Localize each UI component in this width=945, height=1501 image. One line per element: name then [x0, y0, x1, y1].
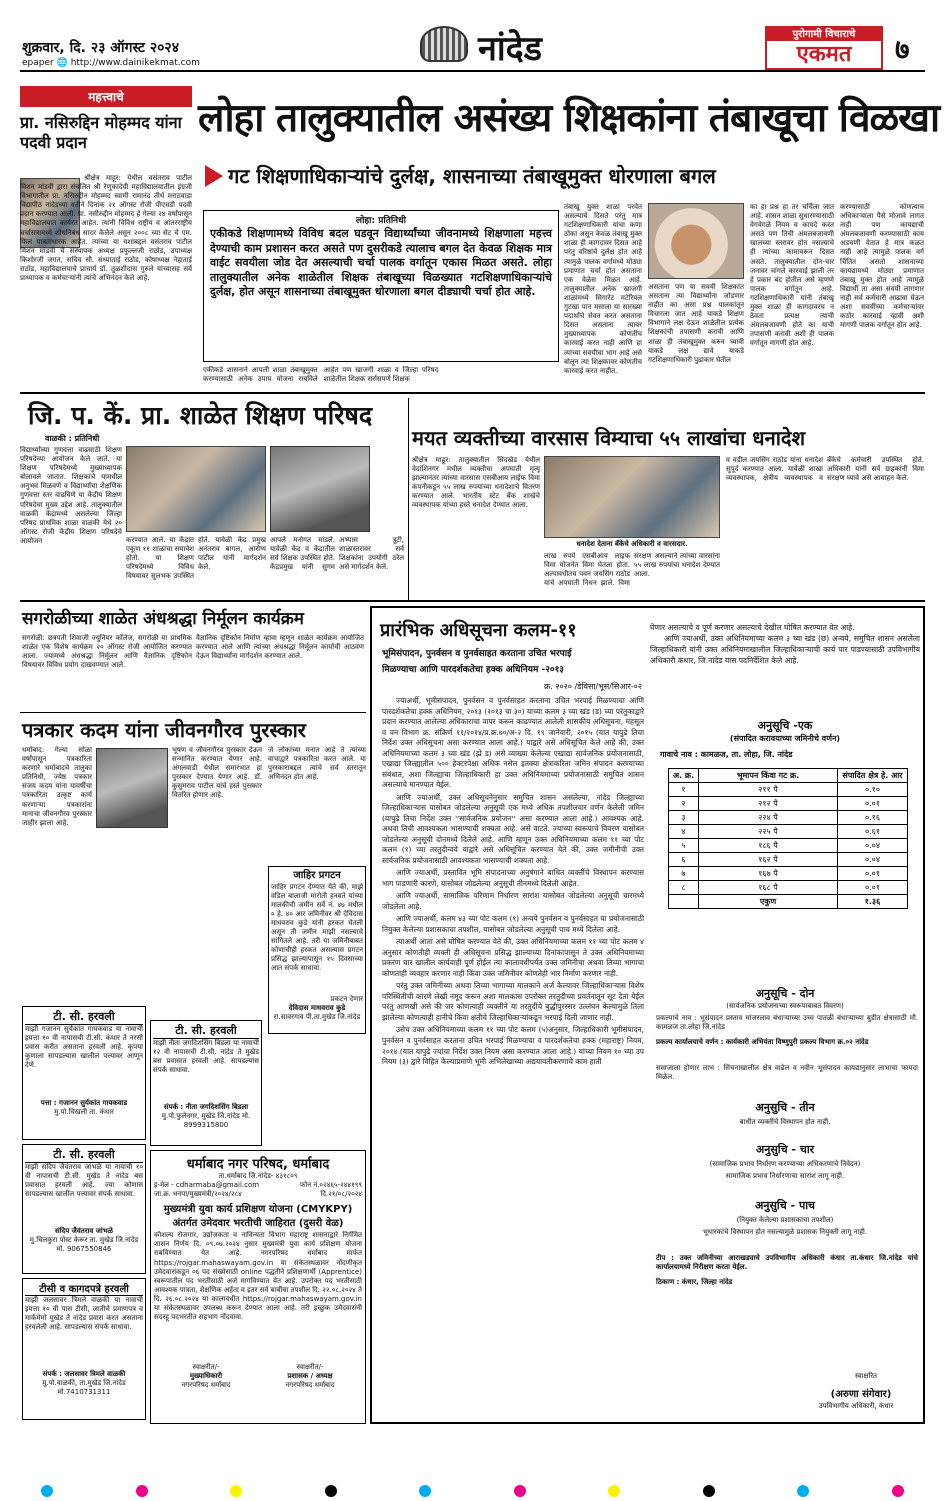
lead-intro: एकीकडे शिक्षणामध्ये विविध बदल घडवून विद्यार्थ्यांच्या जीवनामध्ये शिक्षणाला महत्त्व देण्याची काम प्रशासन करत असते पण दुसरीकडे त्यालाच बगल देत केवळ शिक्षक मात्र वाईट सवयीला जोड देत असल्याची चर्चा पालक वर्गातून एकास मिळत असते. लोहा तालुक्यातील अनेक शाळेतील शिक्षक तंबाखूच्या विळख्यात गटशिक्षणाधिकाऱ्यांचे दुर्लक्ष, होत असून शासनाच्या तंबाखूमुक्त धोरणाला बगल दीड्याची चर्चा होत आहे.: [210, 227, 552, 299]
register-mark-icon: [797, 1485, 809, 1497]
cell-area: ०.०४: [838, 839, 908, 853]
lead-subhead: गट शिक्षणाधिकाऱ्यांचे दुर्लक्ष, शासनाच्या तंबाखूमुक्त धोरणाला बगल: [228, 164, 716, 188]
dharmabad-email: इ-मेल - cdharmaba@gmail.com: [154, 1181, 260, 1190]
cell-survey: २२५ पै: [699, 825, 838, 839]
zp-col1: विद्यार्थ्यांच्या गुणवत्ता वाढसाठी शिक्षण परिषदेच्या आयोजन केले जाते. या शिक्षण परिषदेमध्ये मुख्याध्यापक बोलावले जातात. शिक्षकांचे यामधील अनुभव मिळवणे व विद्यार्थ्यांचा शैक्षणिक गुणवत्ता स्तर वाढविणे या केंद्रीय शिक्षण परिषदेचा मुख्य उद्देश आहे. तालुक्यातील वाळकी केंद्रामध्ये असलेल्या जिल्हा परिषद प्राथमिक शाळा वाळकी येथे २० ऑगस्ट रोजी केंद्रीय शिक्षण परिषदेचे आयोजन: [20, 446, 122, 545]
lead-col1: एकीकडे शासनाने आपली शाळा तंबाखूमुक्त करण्यासाठी अनेक उपाय योजना राबविले आहेत पण खाजगी शाळा व जिल्हा परिषद शाळेतील शिक्षक सर्रासपणे शिक्षक: [203, 366, 439, 384]
epaper-label: epaper: [22, 58, 54, 68]
classified-sign: संपर्क : नीता जगदिशसिंग बिडला: [163, 1103, 249, 1111]
schedule5-body: भूधारकांचे विस्थापन होत नसल्यामुळे प्रशासक नियुक्ती लागू नाही.: [702, 1228, 868, 1236]
schedule5-title: अनुसुचि - पाच: [754, 1199, 816, 1212]
classified-body: माझी गजानन सुर्यकांत गायकवाड या नावाची इयत्ता १० वी नापासची टी.सी. कंधार ते नरसी प्रवास करीत असताना हरवली आहे. कृपया कुणाला सापडल्यास खालील पत्त्यावर आणून देणे.: [25, 1025, 143, 1070]
patrakar-col3: जे लोकांच्या मनात आहे ते त्यांच्या वाचाद्वारे पत्रकारिता करत आले. या पुरस्काराबद्दल त्यांचे सर्व स्तरातून अभिनंदन होत आहे.: [268, 746, 366, 782]
register-mark-icon: [419, 1485, 431, 1497]
row-rule-1: [20, 392, 925, 394]
schedule2-purpose: प्रकल्पाचे नाव : भूसंपादन प्रस्ताव मांजरलाव बंधाऱ्याच्या उच्च पातळी बंधाऱ्याच्या बुडीत क्षेत्रासाठी मौ. कामळज ता.लोहा जि.नांदेड: [656, 1014, 918, 1032]
dharmabad-sign1: [181, 1363, 230, 1390]
schedule3-body: बाधीत व्यक्तींचे विस्थापन होत नाही.: [739, 1118, 831, 1126]
zp-col2: करण्यात आले. या केंद्रात एकूण ११ शाळांचा समावेश होतो. या शिक्षण परिषदेमध्ये विविध विषयावर सुलभक उपस्थित होते. यावेळी केंद्र प्रमुख अनंतराव बागल, आरोग्य पाटील यांनी मार्गदर्शन केले.: [126, 536, 266, 581]
land-table: [668, 768, 908, 909]
table-row: [669, 825, 908, 839]
schedule1-sub: (संपादित करावयाच्या जमिनीचे वर्णन): [729, 734, 841, 743]
cell-area: ०.०१: [838, 881, 908, 895]
schedule2-sub: (सार्वजनिक प्रयोजनाच्या स्वरूपाबाबत विवरण): [726, 1002, 844, 1010]
schedule2-title: अनुसूचि - दोन: [755, 987, 815, 1000]
dharmabad-org: धर्माबाद नगर परिषद, धर्माबाद: [186, 1157, 330, 1172]
lead-col5: करण्यासाठी कोणत्याच अधिकाऱ्याला पैसे मोजावे लागत नाही पण कायद्याची अंमलबजावणी करण्यासाठी काय अडचणी येतात हे मात्र कळत नाही आहे त्यामुळे पालक वर्ग चिंतित असतो शासनाच्या कायद्यामध्ये मोठ्या प्रमाणात तंबाखू मुक्त होत आहे त्यामुळे विद्यार्थी ता असा सवयी लागणार नाही सर्व कर्मचारी आढावा घेऊन अशा सवयींच्या कर्मचाऱ्यांवर कठोर कारवाई व्हावी अशी मागणी पालक वर्गातून होत आहे.: [840, 203, 924, 330]
brand-tagline: पुरोगामी विचाराचे: [767, 28, 881, 41]
classified-1: [22, 1006, 146, 1140]
gazette-p8: उसेच उक्त अधिनियमाच्या कलम ११ च्या पोट कलम (५)अनुसार, जिल्हाधिकारी भूमीसंपादन, पुनर्वसन व पुनर्वसाहत करताना उचित भरपाई मिळण्याचा व पारदर्शकतेचा हक्क (महाराष्ट्र) नियम, २०१४ (यात यापुढे ज्यांचा निर्देश उक्त नियम असा करण्यात आला आहे.) यांच्या नियम १० च्या उप नियम (३) द्वारे विहित केल्याप्रमाणे भूमी अभिलेखाच्या अद्ययावतीकरणाचे काम हाती: [382, 1025, 644, 1067]
classified-addr: मु.चिलकुरा पोस्ट केरूर ता. मुखेड जि.नांदेड मो. 9067550846: [29, 1236, 139, 1254]
lead-subhead-row: [205, 162, 925, 189]
gazette-p3: आणि ज्याअर्थी, प्रस्तावित भूमि संपादनाच्या अनुषंगाने बाधित व्यक्तींचे विस्थापन करण्यास भाग पाडणारी कारणे, यासोबत जोडलेल्या अनुसूची तीनमध्ये दिलेली आहेत.: [382, 868, 644, 888]
ornament-icon: [420, 26, 468, 62]
sign1-label: स्वाक्षरीत/-: [192, 1363, 220, 1372]
cell-area: ०.०४: [838, 853, 908, 867]
schedule5-sub: (नियुक्त केलेल्या प्रशासकाचा तपशील): [736, 1216, 834, 1224]
cell-survey: २१२ पै: [699, 797, 838, 811]
notice-box: [268, 866, 366, 1034]
gazette-p5: आणि ज्याअर्थी, कलम ४३ च्या पोट कलम (१) अन्वये पुनर्वसन व पुनर्वसाहत या प्रयोजनासाठी नियुक्त केलेल्या प्रशासकाचा तपशील, यासोबत जोडलेल्या अनुसूची पाच मध्ये दिलेला आहे.: [382, 914, 644, 934]
classified-addr: मु.पो.वाळकी, ता.मुखेड जि.नांदेड मो.7410731311: [42, 1379, 126, 1397]
header-area: संपादित क्षेत्र हे. आर: [838, 769, 908, 783]
left-top-body: श्रीक्षेत्र माहूर: येथील वसंतराव पाटील मिशन मांडवी द्वारा संचलित श्री रेणुकादेवी महाविद्यालयातील इंग्रजी विभागातील प्रा. नसिरुद्दीन मोहम्मद स्वामी रामानंद तीर्थ मराठवाडा विद्यापीठ नांदेडच्या वतीने दिनांक २१ ऑगस्ट रोजी पीएचडी पदवी प्रदान करण्यात आली. प्रा. नसीरुद्दीन मोहम्मद हे गेल्या २४ वर्षांपासून महाविद्यालयात कार्यरत आहेत. त्यांनी विविध राष्ट्रीय व आंतरराष्ट्रीय चर्चासत्रामध्ये शोधनिबंध सादर केलेले असून २००८ च्या सेट चे एम. फिल पात्रताधारक आहेत. त्यांच्या या यशाबद्दल वसंतराव पाटील मिशन मांडवी चे संस्थापक अध्यक्ष प्रफुल्लजी राठोड, उपाध्यक्ष किशोरजी जगत, सचिव सौ. संध्याताई राठोड, कोषाध्यक्ष नेहाताई राठोड, महाविद्यालयाचे प्राचार्य डॉ. तुळशीदास गुरुले यांच्यासह सर्व प्राध्यापक व कर्मचाऱ्यांनी त्यांचे अभिनंदन केले आहे.: [20, 174, 192, 283]
gazette-right-p1: घेणार असल्याचे व पूर्ण करणार असल्याचे देखील घोषित करण्यात येत आहे.: [650, 623, 855, 632]
gazette-sub2: मिळण्याचा आणि पारदर्शकतेचा हक्क अधिनियम -२०१३: [382, 665, 564, 675]
gazette-sub1: भूमिसंपादन, पुनर्वसन व पुनर्वसाहत करताना उचित भरपाई: [382, 649, 572, 659]
cell-area: ०.१०: [838, 783, 908, 797]
triangle-icon: [205, 165, 223, 187]
classified-body: माझी जलसावर त्रिमले वाळकी या नावाची इयत्ता १० वी पास टीसी, जातीचे प्रमाणपत्र व मार्कमेमो मुखेड ते नांदेड प्रवास करत असताना हरवलेली आहे. सापडल्यास संपर्क साधावा.: [25, 1296, 143, 1332]
zp-dateline: वाळकी : प्रतिनिधी: [45, 434, 100, 443]
register-mark-icon: [136, 1485, 148, 1497]
left-top-story: [20, 86, 192, 388]
left-top-headline: प्रा. नसिरुद्दिन मोहम्मद यांना पदवी प्रदान: [20, 113, 182, 152]
gazette-sig-label: स्वाक्षरित: [854, 1372, 878, 1380]
table-row: [669, 853, 908, 867]
cell-sr: ७: [669, 867, 699, 881]
zp-meeting-photo: [126, 446, 266, 532]
classified-title: टी. सी. हरवली: [25, 1147, 143, 1163]
tobacco-hand-photo: [648, 203, 744, 279]
lead-headline: लोहा तालुक्यातील असंख्य शिक्षकांना तंबाखूचा विळखा: [198, 96, 940, 141]
insurance-col1: श्रीक्षेत्र माहूर: तालुक्यातील सिंदखेड येथील वेदांशिनगर मधील व्यक्तीचा अपघाती मृत्यू झाल्यानंतर त्यांच्या वारसास एसबीआय लाईफ विमा कंपनीकडून ५५ लाख रुपयांच्या धनादेशाचे वितरण करण्यात आले. भारतीय स्टेट बँक शाखेचे व्यवस्थापक यांच्या हस्ते धनादेश देण्यात आला.: [412, 456, 540, 510]
section-label: महत्त्वाचे: [20, 86, 192, 107]
schedule3-title: अनुसुचि - तीन: [755, 1101, 815, 1114]
masthead: [0, 0, 945, 72]
gazette-p6: त्याअर्थी आता असे घोषित करण्यात येते की, उक्त अधिनियमाच्या कलम ११ च्या पोट कलम ४ अनुसार कोणतीही व्यक्ती ही अधिसूचना प्रसिद्ध झाल्याच्या दिनांकापासून ते उक्त अधिनियमाच्या प्रकरण चार खालील कार्यवाही पूर्ण होईल त्या कालावधीपर्यंत उक्त जमिनीचा अथवा तिच्या भागाचा कोणताही व्यवहार करणार नाही किंवा उक्त जमिनीवर कोणतेही भार निर्माण करणार नाही.: [382, 937, 644, 978]
schedule4-body: सामाजिक प्रभाव निर्धारणाचा सारांश लागू नाही.: [725, 1172, 845, 1180]
notice-body: जाहिर प्रगटन देण्यात येते की, माझे वडिल बालाजी मारोती हनवते यांच्या मालकीची जमीन सर्वे नं. ४७ मधील ० हे. ४० आर जमिनीवर श्री देविदास माधवराव कुडे यांनी हरकत घेतली असून ती जमीन माझी नसल्याचे सांगितले आहे. तरी या जमिनीबाबत कोणाचीही हरकत असल्यास प्रगटन प्रसिद्ध झाल्यापासून १५ दिवसाच्या आत संपर्क साधावा.: [271, 882, 363, 973]
patrakar-col2: भूषण व जीवनगौरव पुरस्कार देऊन सन्मानित करण्यात येणार आहे. अंगलवाडी येथील समारंभात हा पुरस्कार देण्यात येणार आहे. डॉ. कुसुमराव पाटील यांचे हस्ते पुरस्कार वितरित होणार आहे.: [172, 746, 262, 800]
sign1-org: नगरपरिषद धर्माबाद: [181, 1381, 231, 1390]
gazette-p4: आणि ज्याअर्थी, सामाजिक परिणाम निर्धारण सारांश यासोबत जोडलेल्या अनुसूची चारमध्ये जोडलेला आहे.: [382, 891, 644, 911]
classified-title: टी. सी. हरवली: [25, 1009, 143, 1025]
lead-col2: तंबाखू युक्त शाळा परवेत असल्याचे दिसते परंतु मात्र गटशिक्षणाधिकारी यांचा कणा ठोका असून केवळ तंबाखू मुक्त शाळा ही कागदावर दिसत आहे परंतु वरिष्ठांचे दुर्लक्ष होत आहे त्यामुळे पालक वर्गामध्ये मोठ्या प्रमाणात चर्चा होत असताना एक वेळेस मिळत आहे. तालुक्यातील अनेक खाजगी शाळांमध्ये सिगारेट मटेरियल गुटखा पान मसाला या सारख्या पदार्थांचे सेवन करत असताना दिसत असताना त्यावर मुख्याध्यापक कोणतीच कारवाई करत नाही आणि हा त्यांच्या सवयीचा भाग आहे असे बोलून त्या शिक्षकावर कोणतीच कारवाई करत नाहीत.: [564, 203, 642, 375]
sign2-title: प्रशासक / अध्यक्ष: [287, 1372, 333, 1381]
classified-addr: मु.पो.चिखली ता. कंधार: [54, 1108, 114, 1117]
brand-box: [765, 26, 883, 70]
insurance-caption: धनादेश देताना बँकेचे अधिकारी व वारसदार.: [576, 540, 688, 548]
table-row: [669, 797, 908, 811]
notice-addr: रा.सावरगाव पी.ता.मुखेड जि.नांदेड: [273, 1012, 361, 1021]
zp-headline: जि. प. कें. प्रा. शाळेत शिक्षण परिषद: [28, 401, 373, 430]
page-number: ७: [895, 33, 910, 66]
classified-sign: संदिप जैवंतराव जांभळे: [54, 1227, 113, 1235]
table-row: [669, 839, 908, 853]
zp-group-photo: [270, 446, 370, 532]
sign2-label: स्वाक्षरीत/-: [296, 1363, 324, 1372]
total-label: एकुण: [699, 895, 838, 909]
classified-4: [22, 1278, 146, 1420]
cell-survey: १६८ पै: [699, 881, 838, 895]
cell-sr: १: [669, 783, 699, 797]
dharmabad-ref-row: [154, 1190, 362, 1199]
lead-col3: असताना पण या सवयी शिक्षकांत असताना त्या विद्यार्थ्यांना जोडणार नाहीत का असा प्रश्न पालकांतून विचारला जात आहे याकडे शिक्षण विभागाने लक्ष देऊन शाळेतील प्रत्येक शिक्षकांची तपासणी करावी आणि शाळा ही तंबाखूमुक्त करुन घ्यावी याकडे लक्ष द्यावे याकडे गटशिक्षणाधिकारी पुढाकार घेतील: [648, 283, 744, 364]
dharmabad-title2: अंतर्गत उमेदवार भरतीची जाहिरात (दुसरी वेळ): [172, 1218, 344, 1230]
table-row: [669, 783, 908, 797]
schedule1-village: गावाचे नाव : कामळज, ता. लोहा, जि. नांदेड: [660, 750, 793, 759]
sagroli-headline: सगरोळीच्या शाळेत अंधश्रद्धा निर्मूलन कार्यक्रम: [22, 609, 304, 629]
masthead-date: शुक्रवार, दि. २३ ऑगस्ट २०२४: [22, 40, 179, 56]
schedule2-benefit: समाजाला होणार लाभ : सिंचनाखालील क्षेत्र वाढेल व नवीन भूसंपादन कायद्यानुसार लाभाचा फायदा मिळेल.: [656, 1064, 918, 1082]
classified-body: माझी संदिप जैवंतराव जांभळे या नावाची १० वी नापासची टी.सी. मुखेड ते नांदेड बस प्रवासात हरवली आहे. ज्या कोणास सापडल्यास खालील पत्त्यावर संपर्क साधावा.: [25, 1163, 143, 1199]
cell-sr: ६: [669, 853, 699, 867]
epaper-line: [22, 58, 200, 68]
brand-name: एकमत: [796, 42, 852, 67]
sagroli-col2: वैज्ञानिक दृष्टिकोन निर्माण व्हावा म्हणून शाळेत कार्यक्रम आयोजित करण्यात आले आणि त्यांच्या अंधश्रद्धा निर्मूलन कार्याची आठवण देऊन विद्यार्थ्यांना मार्गदर्शन करण्यात आले.: [196, 634, 364, 661]
classified-2: [150, 1020, 262, 1146]
sagroli-rule: [20, 712, 366, 713]
dharmabad-contact: [154, 1181, 362, 1190]
table-row: [669, 811, 908, 825]
epaper-url[interactable]: http://www.dainikekmat.com: [70, 58, 200, 68]
register-mark-icon: [230, 1485, 242, 1497]
cell-sr: ५: [669, 839, 699, 853]
cell-sr: ३: [669, 811, 699, 825]
classified-sign: संपर्क : जलसावर त्रिमले वाळकी: [42, 1370, 126, 1378]
schedule1-title: अनुसूचि -एक: [757, 719, 813, 732]
classified-3: [22, 1144, 146, 1274]
header-survey: भूमापन किंवा गट क्र.: [699, 769, 838, 783]
cell-area: ०.६१: [838, 825, 908, 839]
gazette-notice: [370, 606, 925, 1424]
insurance-col2: लाख रुपये एसबीआय लाइफ विमा योजनेत विमा घेतला होता. अल्पावधीतच पवन जयसिंग राठोड यांचे अपघाती निधन झाले. विमा संरक्षण असल्याने त्यांच्या वारसांना ५५ लाख रुपयांचा धनादेश देण्यात आला.: [544, 552, 720, 588]
total-value: १.३६: [838, 895, 908, 909]
register-mark-icon: [325, 1485, 337, 1497]
classified-sign: पत्ता : गजानन सुर्यकांत गायकवाड: [40, 1099, 128, 1107]
register-mark-icon: [514, 1485, 526, 1497]
notice-name: देविदास माधवराव कुडे: [288, 1003, 346, 1012]
sagroli-col1: सगरोळी: छत्रपती शिवाजी ज्युनियर कॉलेज, सगरोळी या प्राथमिक शाळेत एक विशेष कार्यक्रम २० ऑगस्ट रोजी आयोजित करण्यात आला. ज्यामध्ये अंधश्रद्धा निर्मूलन आणि वैज्ञानिक दृष्टिकोन विषयावर विविध प्रयोग दाखवण्यात आले.: [22, 634, 192, 670]
cell-survey: १६७ पै: [699, 867, 838, 881]
gazette-place: ठिकाण : कंधार, जिल्हा नांदेड: [656, 1278, 733, 1286]
sign1-title: मुख्याधिकारी: [189, 1372, 223, 1381]
dharmabad-sign2: [285, 1363, 334, 1390]
patrakar-headline: पत्रकार कदम यांना जीवनगौरव पुरस्कार: [22, 718, 306, 742]
cell-survey: १६२ पै: [699, 853, 838, 867]
notice-title: जाहिर प्रगटन: [293, 870, 341, 881]
dharmabad-body: कौशल्य रोजगार, उद्योजकता व नाविन्यता विभाग महाराष्ट्र शासनाद्वारे निर्गमित शासन निर्णय दि. ०९.०७.२०२४ नुसार मुख्यमंत्री युवा कार्य प्रशिक्षण योजना राबविण्यात येत आहे. नगरपरिषद धर्माबाद मार्फत https://rojgar.mahaswayam.gov.in या संकेतस्थळावर नोंदणीकृत उमेदवारांकडून ०६ पद संख्येसाठी online पद्धतीने प्रशिक्षणार्थी (Apprentice) स्वरूपातील पद भरतीसाठी अर्ज मागविण्यात येत आहे. उपरोक्त पद भरतीसाठी आवश्यक पात्रता, शैक्षणिक अर्हता व इतर सर्व बाबींचा तपशील दि. २२.०८.२०२४ ते दि. २६.०८.२०२४ या कालावधीत https://rojgar.mahaswayam.gov.in या संकेतस्थळावर उपलब्ध करून देण्यात आला आहे. तरी इच्छुक उमेदवारांनी सदरहू पदभरतीत सहभाग नोंदवावा.: [154, 1231, 362, 1322]
register-mark-icon: [608, 1485, 620, 1497]
land-table-body: [669, 783, 908, 895]
sign2-org: नगरपरिषद धर्माबाद: [285, 1381, 335, 1390]
gazette-tip: टीप : उक्त जमिनीच्या आराखड्याचे उपविभागीय अधिकारी कंधार ता.कंधार जि.नांदेड यांचे कार्यालयामध्ये निरीक्षण करता येईल.: [656, 1254, 918, 1272]
patrakar-col1: धर्माबाद: गेल्या सोळा वर्षांपासून पत्रकारिता करणारे धर्माबादचे तालुका प्रतिनिधी, ज्येष्ठ पत्रकार संजय कदम यांना यावर्षीचा पत्रकारिता उत्कृष्ट कार्य करणाऱ्या पत्रकारांना मानाचा जीवनगौरव पुरस्कार जाहीर झाला आहे.: [22, 746, 92, 827]
header-sr: अ. क्र.: [669, 769, 699, 783]
lead-intro-box: [203, 210, 559, 362]
table-header-row: [669, 769, 908, 783]
registration-strip: [0, 1481, 945, 1501]
gazette-p2: आणि ज्याअर्थी, उक्त अधिसूचनेनुसार समुचित शासन असलेल्या, नांदेड जिल्ह्याच्या जिल्हाधिकाऱ्यास यासोबत जोडलेल्या अनुसूची एक मध्ये अधिक तपशीलवार वर्णन केलेली जमिन (यापुढे तिचा निर्देश उक्त ''सार्वजनिक प्रयोजन'' असा करण्यात आला आहे.) आवश्यक आहे. अथवा तिची आवश्यकता भासण्याची शक्यता आहे. असे वाटते. ज्याच्या स्वरूपाचे विवरण यासोबत जोडलेल्या अनुसूची दोनमध्ये दिलेले आहे. आणि म्हणून उक्त अधिनियमाच्या कलम ११ च्या पोट कलम (१) च्या तरतुदीन्वये याद्वारे असे अधिसूचित करण्यात येते की, उक्त जमीनीची उक्त सार्वजनिक प्रयोजनासाठी आवश्यकता भासण्याची शक्यता आहे.: [382, 792, 644, 865]
cell-sr: ८: [669, 881, 699, 895]
classified-title: टीसी व कागदपत्रे हरवली: [25, 1281, 143, 1296]
cell-survey: २२४ पै: [699, 811, 838, 825]
cell-area: ०.१६: [838, 811, 908, 825]
gazette-sig-title: उपविभागीय अधिकारी, कंधार: [818, 1402, 894, 1410]
gazette-body: [382, 696, 644, 1418]
schedule2-office: प्रकल्प कार्यालयाचे वर्णन : कार्यकारी अभियंता विष्णुपुरी प्रकल्प विभाग क्र.०२ नांदेड: [656, 1038, 869, 1046]
dharmabad-addr: ता.धर्माबाद जि.नांदेड- ४३१८०९: [218, 1172, 298, 1180]
schedule4-title: अनुसुचि - चार: [755, 1143, 815, 1156]
dharmabad-signatures: [154, 1363, 362, 1390]
gazette-ref: क्र. २०२० /डेविसा/भूसं/सिआर-०२: [544, 682, 642, 691]
classified-addr: मु.पो.फुलेनगर, मुखेड जि.नांदेड मो. 8999315800: [161, 1112, 251, 1130]
lead-col4: का हा प्रश्न हा तर चर्चिला जात आहे. शासन शाळा सुधारण्यासाठी वेगवेगळे नियम व कायदे करत असते पण तिची अंमलबजावणी खालच्या स्तरावर होत नसल्याचे ही त्यांच्या कामावरून दिसत असते. तालुक्यातील दोन-चार जनावर चांगले कारवाई झाली तर हे प्रकार बंद होतील असे म्हणणे पालक वर्गातून आहे. गटशिक्षणाधिकारी यांनी तंबाखू मुक्त शाळा ही कागदावरच न ठेवता प्रत्यक्ष त्याची अंमलबजावणी होते का याची तपासणी करावी अशी ही पालक वर्गातून मागणी होत आहे.: [750, 203, 834, 348]
schedule4-sub: (सामाजिक प्रभाव निर्धारण करण्याच्या अभिकरणाचे निवेदन): [709, 1160, 861, 1168]
table-row: [669, 867, 908, 881]
cell-area: ०.०१: [838, 867, 908, 881]
patrakar-photo: [96, 748, 168, 828]
cell-survey: २११ पै: [699, 783, 838, 797]
row-rule-2: [20, 600, 925, 602]
dharmabad-ref: जा.क्र. धनपा/मुख्यमंत्री/२०२४/२८४: [154, 1190, 242, 1199]
cheque-photo: [544, 456, 720, 538]
register-mark-icon: [892, 1485, 904, 1497]
classified-title: टी. सी. हरवली: [153, 1023, 259, 1039]
zp-vrule: [408, 398, 409, 600]
insurance-headline: मयत व्यक्तीच्या वारसास विम्याचा ५५ लाखांचा धनादेश: [412, 426, 806, 450]
cell-sr: २: [669, 797, 699, 811]
gazette-p7: परंतु उक्त जमिनीच्या अथवा तिच्या भागाच्या मालकाने अर्ज केल्यावर जिल्हाधिकाऱ्यास विशेष परिस्थितीची कारणे लेखी नमूद करून अशा मालकास उपरोक्त तरतुदीच्या प्रवर्तनातून सूट देता येईल परंतु आणखी असे की जर कोणत्याही व्यक्तीने या तरतुदींचे बुद्धीपुरस्सर उल्लंघन केल्यामुळे तिला झालेल्या कोणत्याही हानीचे किंवा क्षतीचे जिल्हाधिकाऱ्यांकडून भरपाई दिली जाणार नाही.: [382, 981, 644, 1022]
cell-area: ०.०१: [838, 797, 908, 811]
insurance-col3: व वडील जयसिंग राठोड यांना धनादेश सुपूर्द करण्यात आला. यावेळी शाखा व्यवस्थापक, क्षेत्रीय व्यवस्थापक व बँकेचे कर्मचारी उपस्थित होते. अधिकारी यांनी सर्व ग्राहकांनी विमा संरक्षण घ्यावे असे आवाहन केले.: [726, 456, 924, 483]
masthead-rule: [20, 70, 925, 72]
gazette-right-top: [650, 622, 920, 666]
register-mark-icon: [41, 1485, 53, 1497]
notice-sign: प्रकटन देणार: [330, 994, 363, 1003]
table-row: [669, 881, 908, 895]
cell-survey: १८६ पै: [699, 839, 838, 853]
dharmabad-phone: फोन नं.०२४६५-२४४१९९: [300, 1181, 362, 1190]
dharmabad-title1: मुख्यमंत्री युवा कार्य प्रशिक्षण योजना (CMYKPY): [163, 1204, 353, 1216]
zp-col3: आपले मनोगत मांडले. यावेळी केंद्र व केंद्रातील सर्व शिक्षक उपस्थित होते. केंद्रप्रमुख यांनी सुगम अभ्यास त्रुटी, शाळास्तरावर सर्व शिक्षकांना उपयोगी ठरेल असे मार्गदर्शन केले.: [270, 536, 404, 572]
gazette-right-p2: आणि ज्याअर्थी, उक्त अधिनियमाच्या कलम ३ च्या खंड (छ) अन्वये, समुचित शासन असलेला जिल्हाधिकारी यांनी उक्त अधिनियमाखालील जिल्हाधिकाऱ्याची कार्य पार पाडण्यासाठी उपविभागीय अधिकारी कंधार, जि.नांदेड यास पदनिर्देशित केले आहे.: [650, 634, 920, 665]
globe-icon: 🌐: [56, 58, 68, 68]
table-total-row: [669, 895, 908, 909]
land-table-wrap: [668, 768, 908, 909]
total-blank: [669, 895, 699, 909]
lead-dateline: लोहा: प्रतिनिधी: [355, 216, 407, 226]
masthead-city: नांदेड: [478, 29, 542, 69]
dharmabad-notice: [150, 1150, 366, 1424]
gazette-title: प्रारंभिक अधिसूचना कलम-११: [380, 620, 577, 641]
register-mark-icon: [703, 1485, 715, 1497]
cell-sr: ४: [669, 825, 699, 839]
dharmabad-refdate: दि.२१/०८/२०२४: [320, 1190, 362, 1199]
classified-body: माझी नीता जगदिशसिंग बिडला या नावाची १२ वी नापासची टी.सी. नांदेड ते मुखेड बस प्रवासात हरवली आहे. सापडल्यास संपर्क साधावा.: [153, 1039, 259, 1075]
gazette-p1: ज्याअर्थी, भूमीसंपादन, पुनर्वसन व पुनर्वसाहत करताना उचित भरपाई मिळण्याचा आणि पारदर्शकतेचा हक्क अधिनियम, २०१३ (२०१३ चा ३०) याच्या कलम ३ च्या खंड (ड) च्या परंतुकाद्वारे प्रदान करण्यात आलेल्या अधिकाराचा वापर करून काढण्यात आलेली शासकीय अधिसूचना, महसूल व वन विभाग क्र. संकिर्ण ११/२०१४/प्र.क्र.७०/अ-२ दि. १९ जानेवारी, २०१५ (यात यापुढे तिचा निर्देश उक्त अधिसूचना असा करण्यात आला आहे.) याद्वारे असे अधिसूचित केले आहे की, उक्त अधिनियमाच्या कलम ३ च्या खंड (झ्रे ड) असे व्याख्या केलेल्या एखाद्या सार्वजनिक प्रयोजनासाठी, एखाद्या जिल्ह्यातील ५०० हेक्टरपेक्षा अधिक नसेल इतक्या क्षेत्राकरिता जमिन संपादन करण्याच्या संबंधात, अशा जिल्ह्याचा जिल्हाधिकारी हा उक्त अधिनियमाच्या प्रयोजनासाठी समुचित शासन असल्याचे मानण्यात येईल.: [382, 696, 644, 790]
gazette-sig-name: (अरुणा संगेवार): [830, 1389, 892, 1400]
